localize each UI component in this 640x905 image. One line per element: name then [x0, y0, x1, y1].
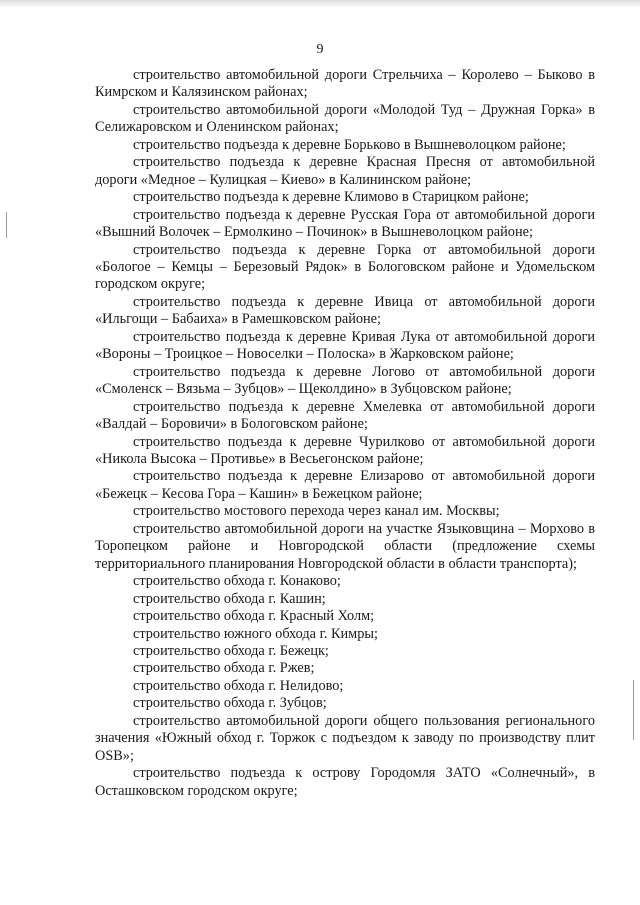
- list-item: строительство подъезда к деревне Русская Гора от автомобильной дороги «Вышний Волочек – Ермолкино – Починок» в Вышневолоцком районе;: [95, 206, 595, 241]
- list-item: строительство подъезда к деревне Хмелевка от автомобильной дороги «Валдай – Боровичи» в Бологовском районе;: [95, 398, 595, 433]
- list-item: строительство подъезда к деревне Климово в Старицком районе;: [133, 189, 529, 206]
- list-item: строительство подъезда к деревне Борьково в Вышневолоцком районе;: [133, 136, 566, 153]
- list-item: строительство подъезда к деревне Ивица от автомобильной дороги «Ильгощи – Бабаиха» в Рамешковском районе;: [95, 293, 595, 328]
- list-item: строительство обхода г. Красный Холм;: [133, 608, 375, 625]
- list-item: строительство подъезда к деревне Чурилково от автомобильной дороги «Никола Высока – Противье» в Весьегонском районе;: [95, 433, 595, 467]
- list-item: строительство обхода г. Нелидово;: [133, 677, 344, 694]
- list-item: строительство подъезда к деревне Кривая Лука от автомобильной дороги «Вороны – Троицкое – Новоселки – Полоска» в Жарковском районе;: [95, 328, 595, 363]
- page-number: 9: [316, 42, 324, 57]
- list-item: строительство подъезда к острову Городомля ЗАТО «Солнечный», в Осташковском городском округе;: [95, 765, 595, 799]
- list-item: строительство подъезда к деревне Горка от автомобильной дороги «Бологое – Кемцы – Березовый Рядок» в Бологовском районе и Удомельском городском округе;: [95, 241, 595, 293]
- list-item: строительство автомобильной дороги общего пользования регионального значения «Южный обход г. Торжок с подъездом к заводу по производству плит OSB»;: [95, 712, 595, 764]
- list-item: строительство обхода г. Кашин;: [133, 590, 326, 607]
- list-item: строительство подъезда к деревне Логово от автомобильной дороги «Смоленск – Вязьма – Зубцов» – Щеколдино» в Зубцовском районе;: [95, 363, 595, 398]
- list-item: строительство автомобильной дороги «Молодой Туд – Дружная Горка» в Селижаровском и Оленинском районах;: [95, 101, 595, 136]
- list-item: строительство подъезда к деревне Красная Пресня от автомобильной дороги «Медное – Кулицкая – Киево» в Калининском районе;: [95, 154, 595, 188]
- document-body: [95, 67, 595, 800]
- scan-top-edge: [0, 0, 640, 8]
- scan-artifact-left: [6, 212, 7, 238]
- list-item: строительство обхода г. Конаково;: [133, 573, 341, 590]
- list-item: строительство обхода г. Ржев;: [133, 660, 315, 677]
- list-item: строительство автомобильной дороги Стрельчиха – Королево – Быково в Кимрском и Калязинском районах;: [95, 67, 595, 101]
- list-item: строительство южного обхода г. Кимры;: [133, 625, 378, 642]
- scan-artifact-right: [633, 680, 634, 740]
- list-item: строительство обхода г. Бежецк;: [133, 642, 329, 659]
- list-item: строительство автомобильной дороги на участке Языковщина – Морхово в Торопецком районе и Новгородской области (предложение схемы территориального планирования Новгородской области в области транспорта);: [95, 520, 595, 572]
- list-item: строительство обхода г. Зубцов;: [133, 695, 327, 712]
- list-item: строительство мостового перехода через канал им. Москвы;: [133, 503, 500, 520]
- list-item: строительство подъезда к деревне Елизарово от автомобильной дороги «Бежецк – Кесова Гора – Кашин» в Бежецком районе;: [95, 468, 595, 502]
